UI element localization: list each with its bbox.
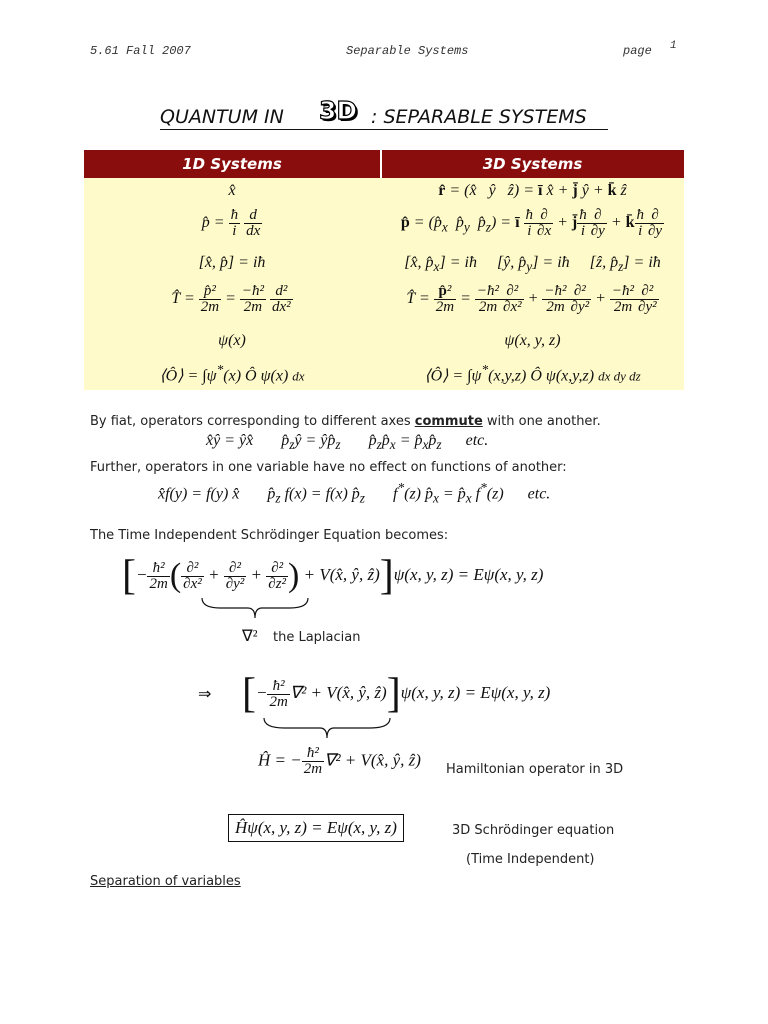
schrodinger-sublabel: (Time Independent) <box>466 852 595 867</box>
row-expectation-3d: ⟨Ô⟩ = ∫ψ*(x,y,z) Ô ψ(x,y,z) dx dy dz <box>424 362 641 385</box>
implies-arrow: ⇒ <box>198 686 212 703</box>
separation-heading: Separation of variables <box>90 874 241 889</box>
page-number: 1 <box>670 40 677 52</box>
title-3d-logo: 3D <box>319 96 358 125</box>
row-wavefunction-3d: ψ(x, y, z) <box>504 332 561 349</box>
comparison-table <box>84 150 684 390</box>
tise-intro: The Time Independent Schrödinger Equation becomes: <box>90 528 449 543</box>
page-header <box>0 40 768 64</box>
row-commutator-1d: [x̂, p̂] = iħ <box>198 254 266 271</box>
fiat-text-pre: By fiat, operators corresponding to different axes <box>90 414 415 429</box>
course-label: 5.61 Fall 2007 <box>90 44 191 58</box>
schrodinger-boxed-equation: Ĥψ(x, y, z) = Eψ(x, y, z) <box>228 814 404 842</box>
row-wavefunction-1d: ψ(x) <box>218 332 246 349</box>
page-title <box>160 96 620 136</box>
title-underline <box>160 129 608 130</box>
tise-equation: [− $\frac{\text{ħ²}}{2m}$ ( $\frac{\text{∂²}}{\text{∂x²}}$ + $\frac{\text{∂²}}{\text{∂y²}}$ + $\frac{\text{∂²}}{\text{∂z²}}$ ) + V(x̂, ŷ, ẑ)]ψ(x, y, z) = Eψ(x, y, z) <box>122 553 544 599</box>
row-position-1d: x̂ <box>228 182 236 199</box>
tise-laplacian-equation: [− $\frac{\text{ħ²}}{2m}$ ∇² + V(x̂, ŷ, ẑ)]ψ(x, y, z) = Eψ(x, y, z) <box>242 671 551 717</box>
hamiltonian-brace <box>262 716 392 742</box>
no-effect-equations: x̂f(y) = f(y) x̂ $p̂_z$ f(x) = f(x) $p̂_z$ f*(z) $p̂_x$ = $p̂_x$ f*(z) etc. <box>158 480 551 506</box>
section-label: Separable Systems <box>346 44 469 58</box>
row-momentum-3d: p̂ = ($p̂_x$ $p̂_y$ $p̂_z$) = ī $\frac{ħ}{i}$ $\frac{\partial}{\partial x}$ + j̄ $\frac{ħ}{i}$ $\frac{\partial}{\partial y}$ + k̄ $\frac{ħ}{i}$ $\frac{\partial}{\partial y}$ <box>400 207 663 239</box>
fiat-text-post: with one another. <box>482 414 601 429</box>
commute-equations: x̂ŷ = ŷx̂ $p̂_zŷ$ = $ŷp̂_z$ $p̂_zp̂_x$ = $p̂_xp̂_z$ etc. <box>206 432 489 453</box>
schrodinger-label: 3D Schrödinger equation <box>452 823 615 838</box>
row-position-3d: r̂ = (x̂ ŷ ẑ) = ī x̂ + j̄ ŷ + k̄ ẑ <box>438 182 627 199</box>
row-commutator-3d: [x̂, $p̂_x$] = iħ [ŷ, $p̂_y$] = iħ [ẑ, $p̂_z$] = iħ <box>404 254 661 275</box>
hamiltonian-equation: Ĥ = − $\frac{\text{ħ²}}{2m}$ ∇² + V(x̂, ŷ, ẑ) <box>258 745 421 777</box>
fiat-sentence <box>90 414 601 429</box>
laplacian-label: the Laplacian <box>273 630 361 645</box>
row-momentum-1d: p̂ = $\frac{ħ}{i}$ $\frac{d}{dx}$ <box>201 207 261 239</box>
title-part-2: : SEPARABLE SYSTEMS <box>371 106 587 128</box>
row-kinetic-1d: T̂ = $\frac{\text{p̂²}}{2m}$ = $\frac{\text{−ħ²}}{2m}$ $\frac{\text{d²}}{\text{dx²}}$ <box>171 283 291 315</box>
row-kinetic-3d: T̂ = $\frac{\text{p̂²}}{2m}$ = $\frac{\text{−ħ²}}{2m}$ $\frac{\text{∂²}}{\text{∂x²}}$ + $\frac{\text{−ħ²}}{2m}$ $\frac{\text{∂²}}{\text{∂y²}}$ + $\frac{\text{−ħ²}}{2m}$ $\frac{\text{∂²}}{\text{∂y²}}$ <box>406 283 657 315</box>
header-1d: 1D Systems <box>182 155 282 173</box>
row-expectation-1d: ⟨Ô⟩ = ∫ψ*(x) Ô ψ(x) dx <box>159 362 305 385</box>
hamiltonian-label: Hamiltonian operator in 3D <box>446 762 624 777</box>
table-header <box>84 150 684 178</box>
laplacian-brace <box>200 596 310 622</box>
header-3d: 3D Systems <box>482 155 583 173</box>
laplacian-symbol: ∇² <box>242 628 258 645</box>
title-part-1: QUANTUM IN <box>160 106 284 128</box>
fiat-commute-word: commute <box>414 414 483 429</box>
further-sentence: Further, operators in one variable have no effect on functions of another: <box>90 460 567 475</box>
page-label: page <box>623 44 652 58</box>
